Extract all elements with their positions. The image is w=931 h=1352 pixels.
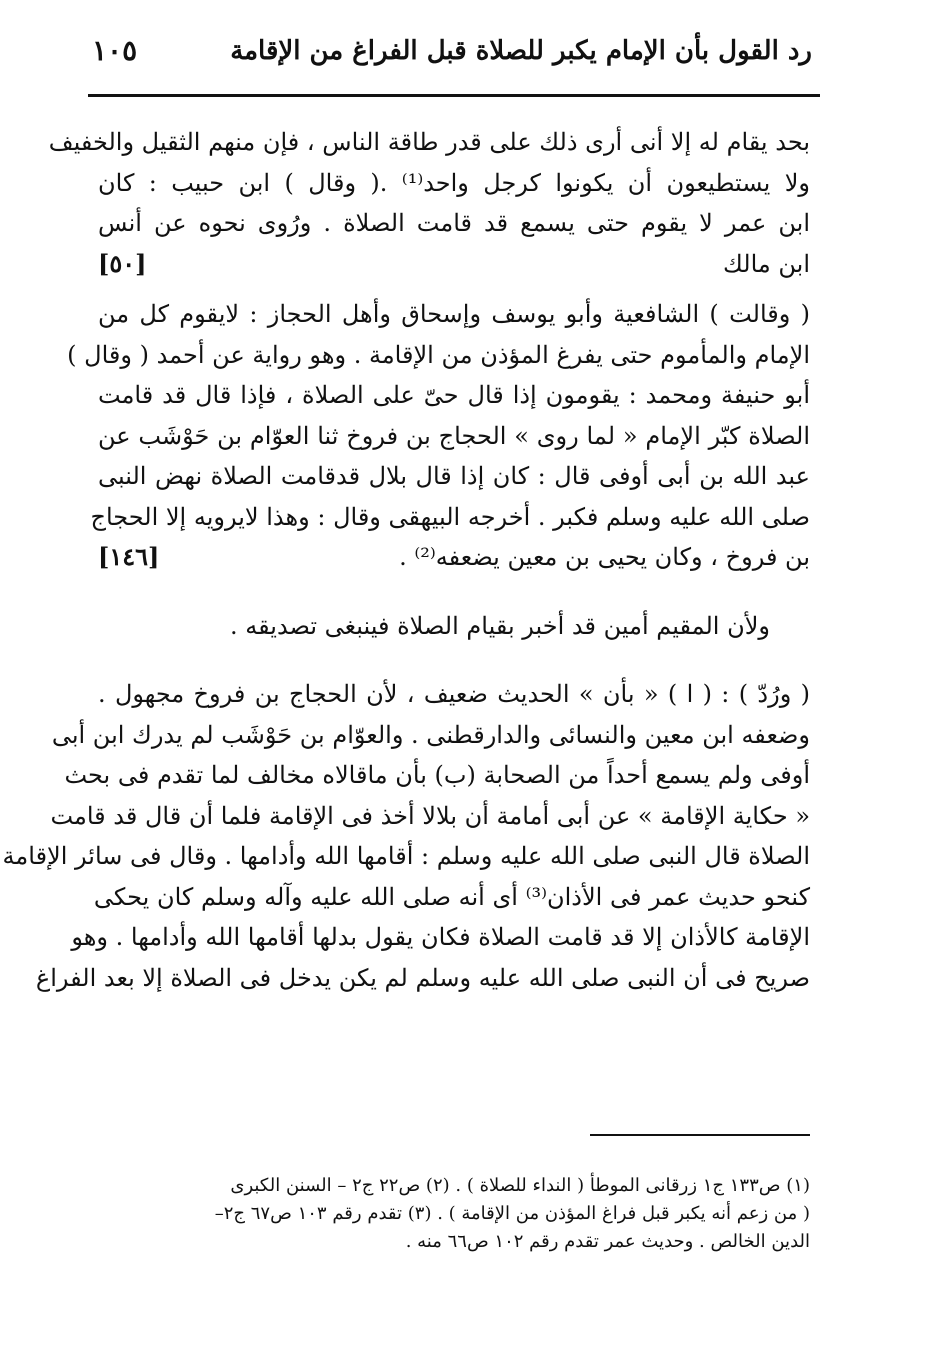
text-line: أوفى ولم يسمع أحداً من الصحابة (ب) بأن ماقالاه مخالف لما تقدم فى بحث — [64, 761, 810, 789]
running-header — [92, 30, 812, 80]
text-line: ابن عمر لا يقوم حتى يسمع قد قامت الصلاة . ورُوى نحوه عن أنس — [98, 209, 810, 237]
paragraph-2 — [67, 294, 810, 578]
paragraph-4 — [2, 674, 810, 998]
footnotes — [98, 1172, 810, 1256]
footnote-rule — [590, 1134, 810, 1136]
text-line: بحد يقام له إلا أنى أرى ذلك على قدر طاقة الناس ، فإن منهم الثقيل والخفيف — [48, 128, 810, 156]
text-line: ( وقالت ) الشافعية وأبو يوسف وإسحاق وأهل الحجاز : لايقوم كل من — [98, 300, 810, 328]
text-line: كنحو حديث عمر فى الأذان⁽³⁾ أى أنه صلى الله عليه وآله وسلم كان يحكى — [93, 882, 810, 911]
text-line: أبو حنيفة ومحمد : يقومون إذا قال حىّ على الصلاة ، فإذا قال قد قامت — [98, 381, 810, 409]
header-title: رد القول بأن الإمام يكبر للصلاة قبل الفراغ من الإقامة — [230, 36, 812, 66]
reference-number: [١٤٦] — [98, 542, 160, 571]
paragraph-2-last-line — [98, 537, 810, 578]
page-number: ١٠٥ — [92, 34, 138, 67]
text-line: الإمام والمأموم حتى يفرغ المؤذن من الإقامة . وهو رواية عن أحمد ( وقال ) — [67, 340, 810, 369]
text-line: صريح فى أن النبى صلى الله عليه وسلم لم يكن يدخل فى الصلاة إلا بعد الفراغ — [35, 963, 810, 992]
paragraph-3 — [98, 606, 810, 647]
text-line: عبد الله بن أبى أوفى قال : كان إذا قال بلال قدقامت الصلاة نهض النبى — [98, 462, 810, 490]
text-line: وضعفه ابن معين والنسائى والدارقطنى . والعوّام بن حَوْشَب لم يدرك ابن أبى — [51, 720, 810, 749]
footnote-line: الدين الخالص . وحديث عمر تقدم رقم ١٠٢ ص٦٦ منه . — [405, 1231, 810, 1252]
text-line: ابن مالك — [723, 249, 810, 278]
footnote-line: (١) ص١٣٣ ج١ زرقانى الموطأ ( النداء للصلاة ) . (٢) ص٢٢ ج٢ – السنن الكبرى — [230, 1175, 810, 1196]
text-line: الصلاة قال النبى صلى الله عليه وسلم : أقامها الله وأدامها . وقال فى سائر الإقامة — [2, 842, 810, 870]
main-text — [2, 122, 810, 998]
text-line: صلى الله عليه وسلم فكبر . أخرجه البيهقى وقال : وهذا لايرويه إلا الحجاج — [90, 502, 810, 531]
footnote-line: ( من زعم أنه يكبر قبل فراغ المؤذن من الإقامة ) . (٣) تقدم رقم ١٠٣ ص٦٧ ج٢– — [214, 1203, 810, 1224]
paragraph-1 — [48, 122, 810, 284]
text-line: « حكاية الإقامة » عن أبى أمامة أن بلالا أخذ فى الإقامة فلما أن قال قد قامت — [50, 801, 810, 830]
text-line: الإقامة كالأذان إلا قد قامت الصلاة فكان يقول بدلها أقامها الله وأدامها . وهو — [71, 923, 810, 951]
paragraph-1-last-line — [98, 244, 810, 285]
text-line: ولأن المقيم أمين قد أخبر بقيام الصلاة فينبغى تصديقه . — [230, 611, 770, 640]
header-rule — [88, 94, 820, 97]
text-line: ( ورُدّ ) : ( ا ) « بأن » الحديث ضعيف ، لأن الحجاج بن فروخ مجهول . — [98, 680, 810, 708]
text-line: بن فروخ ، وكان يحيى بن معين يضعفه⁽²⁾ . — [399, 543, 810, 571]
reference-number: [٥٠] — [98, 248, 147, 278]
text-line: ولا يستطيعون أن يكونوا كرجل واحد⁽¹⁾ .( وقال ) ابن حبيب : كان — [98, 168, 810, 197]
text-line: الصلاة كبّر الإمام « لما روى » الحجاج بن فروخ ثنا العوّام بن حَوْشَب عن — [98, 421, 810, 450]
